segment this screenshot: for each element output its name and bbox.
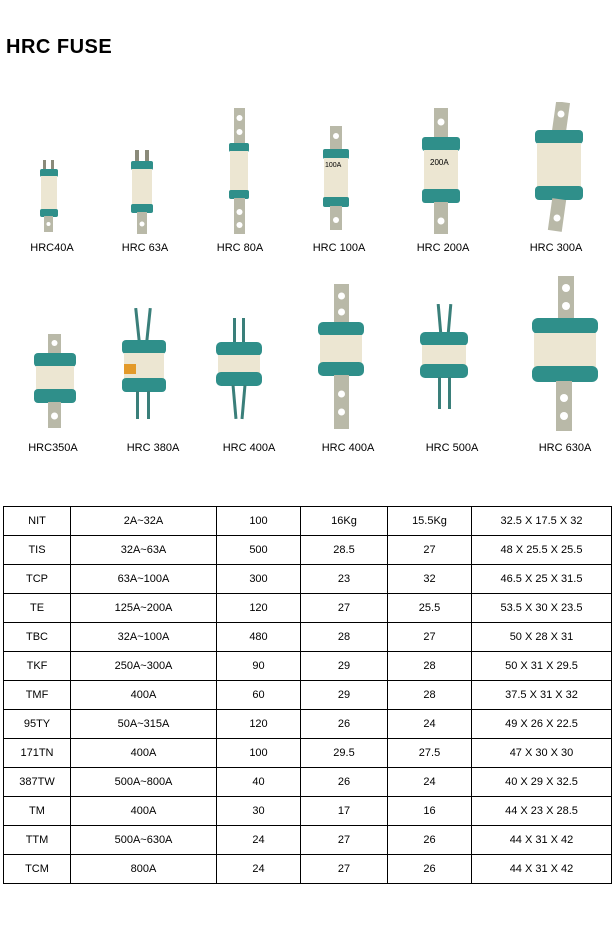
table-cell: 27 [301, 594, 388, 623]
table-cell: 400A [71, 797, 217, 826]
table-cell: 27 [301, 826, 388, 855]
table-cell: 63A~100A [71, 565, 217, 594]
table-cell: 16 [388, 797, 472, 826]
table-cell: TMF [4, 681, 71, 710]
table-cell: 250A~300A [71, 652, 217, 681]
table-cell: 44 X 31 X 42 [472, 855, 612, 884]
table-row [4, 652, 612, 681]
table-cell: 90 [217, 652, 301, 681]
table-cell: 25.5 [388, 594, 472, 623]
spec-table-body [4, 507, 612, 884]
table-cell: TE [4, 594, 71, 623]
table-cell: 47 X 30 X 30 [472, 739, 612, 768]
table-cell: 29.5 [301, 739, 388, 768]
table-cell: 28 [301, 623, 388, 652]
table-cell: 28 [388, 681, 472, 710]
fuse-label-hrc200a: HRC 200A [416, 242, 470, 254]
table-cell: 50 X 31 X 29.5 [472, 652, 612, 681]
fuse-label-hrc63a: HRC 63A [121, 242, 169, 254]
table-cell: 29 [301, 652, 388, 681]
fuse-label-hrc400a-2: HRC 400A [321, 442, 375, 454]
table-cell: 15.5Kg [388, 507, 472, 536]
table-cell: 26 [301, 710, 388, 739]
fuse-hrc630a-image [530, 276, 600, 432]
table-cell: 26 [388, 855, 472, 884]
table-cell: 27 [388, 623, 472, 652]
table-cell: 24 [388, 768, 472, 797]
table-cell: 26 [388, 826, 472, 855]
table-row [4, 768, 612, 797]
table-cell: 23 [301, 565, 388, 594]
table-cell: 44 X 31 X 42 [472, 826, 612, 855]
table-cell: 28.5 [301, 536, 388, 565]
table-cell: 29 [301, 681, 388, 710]
table-cell: 32A~63A [71, 536, 217, 565]
fuse-hrc500a-image [418, 304, 470, 412]
table-cell: 60 [217, 681, 301, 710]
fuse-hrc400a-image [214, 318, 264, 422]
table-cell: 30 [217, 797, 301, 826]
fuse-label-hrc380a: HRC 380A [126, 442, 180, 454]
table-cell: 16Kg [301, 507, 388, 536]
table-row [4, 623, 612, 652]
table-row [4, 681, 612, 710]
table-cell: 800A [71, 855, 217, 884]
table-cell: NIT [4, 507, 71, 536]
table-cell: 500A~630A [71, 826, 217, 855]
table-cell: 32 [388, 565, 472, 594]
table-cell: 300 [217, 565, 301, 594]
table-cell: 50 X 28 X 31 [472, 623, 612, 652]
table-cell: 500 [217, 536, 301, 565]
table-cell: 27.5 [388, 739, 472, 768]
fuse-hrc40a-image [36, 160, 62, 234]
table-cell: 95TY [4, 710, 71, 739]
table-cell: 40 X 29 X 32.5 [472, 768, 612, 797]
table-cell: TIS [4, 536, 71, 565]
table-cell: TCM [4, 855, 71, 884]
table-cell: 24 [388, 710, 472, 739]
fuse-hrc380a-image [120, 308, 168, 420]
table-cell: 120 [217, 594, 301, 623]
fuse-hrc80a-image [226, 108, 252, 236]
table-cell: 24 [217, 826, 301, 855]
table-cell: 125A~200A [71, 594, 217, 623]
table-cell: 28 [388, 652, 472, 681]
fuse-label-hrc80a: HRC 80A [216, 242, 264, 254]
fuse-hrc300a-image [532, 102, 586, 232]
fuse-hrc200a-image [420, 108, 462, 236]
table-row [4, 507, 612, 536]
table-cell: 27 [301, 855, 388, 884]
table-row [4, 739, 612, 768]
table-row [4, 565, 612, 594]
fuse-label-hrc100a: HRC 100A [312, 242, 366, 254]
table-cell: 387TW [4, 768, 71, 797]
table-cell: 17 [301, 797, 388, 826]
table-cell: TBC [4, 623, 71, 652]
table-cell: 171TN [4, 739, 71, 768]
table-cell: 44 X 23 X 28.5 [472, 797, 612, 826]
table-cell: 100 [217, 507, 301, 536]
table-cell: 2A~32A [71, 507, 217, 536]
spec-table [3, 506, 612, 884]
table-row [4, 797, 612, 826]
table-cell: 40 [217, 768, 301, 797]
table-cell: 120 [217, 710, 301, 739]
fuse-hrc63a-image [128, 150, 156, 236]
fuse-hrc350a-image [32, 334, 78, 430]
table-cell: 37.5 X 31 X 32 [472, 681, 612, 710]
fuse-hrc200a-marking: 200A [430, 158, 449, 167]
fuse-label-hrc300a: HRC 300A [529, 242, 583, 254]
table-cell: 480 [217, 623, 301, 652]
table-row [4, 826, 612, 855]
table-cell: 27 [388, 536, 472, 565]
page-title: HRC FUSE [6, 36, 113, 58]
table-cell: TCP [4, 565, 71, 594]
table-cell: TTM [4, 826, 71, 855]
table-row [4, 594, 612, 623]
table-cell: 53.5 X 30 X 23.5 [472, 594, 612, 623]
table-cell: 400A [71, 739, 217, 768]
table-cell: 50A~315A [71, 710, 217, 739]
fuse-label-hrc500a: HRC 500A [425, 442, 479, 454]
table-cell: 46.5 X 25 X 31.5 [472, 565, 612, 594]
table-cell: 400A [71, 681, 217, 710]
table-cell: 24 [217, 855, 301, 884]
table-cell: 49 X 26 X 22.5 [472, 710, 612, 739]
table-cell: 32A~100A [71, 623, 217, 652]
fuse-label-hrc350a: HRC350A [28, 442, 78, 454]
fuse-hrc100a-marking: 100A [325, 162, 342, 169]
table-row [4, 855, 612, 884]
table-cell: 500A~800A [71, 768, 217, 797]
fuse-hrc400a-tag-image [316, 284, 366, 432]
fuse-label-hrc400a-1: HRC 400A [222, 442, 276, 454]
table-cell: 32.5 X 17.5 X 32 [472, 507, 612, 536]
fuse-label-hrc630a: HRC 630A [538, 442, 592, 454]
table-cell: 100 [217, 739, 301, 768]
table-row [4, 710, 612, 739]
fuse-hrc100a-image [320, 126, 352, 232]
table-cell: 26 [301, 768, 388, 797]
table-cell: TKF [4, 652, 71, 681]
table-row [4, 536, 612, 565]
fuse-label-hrc40a: HRC40A [30, 242, 74, 254]
table-cell: 48 X 25.5 X 25.5 [472, 536, 612, 565]
table-cell: TM [4, 797, 71, 826]
